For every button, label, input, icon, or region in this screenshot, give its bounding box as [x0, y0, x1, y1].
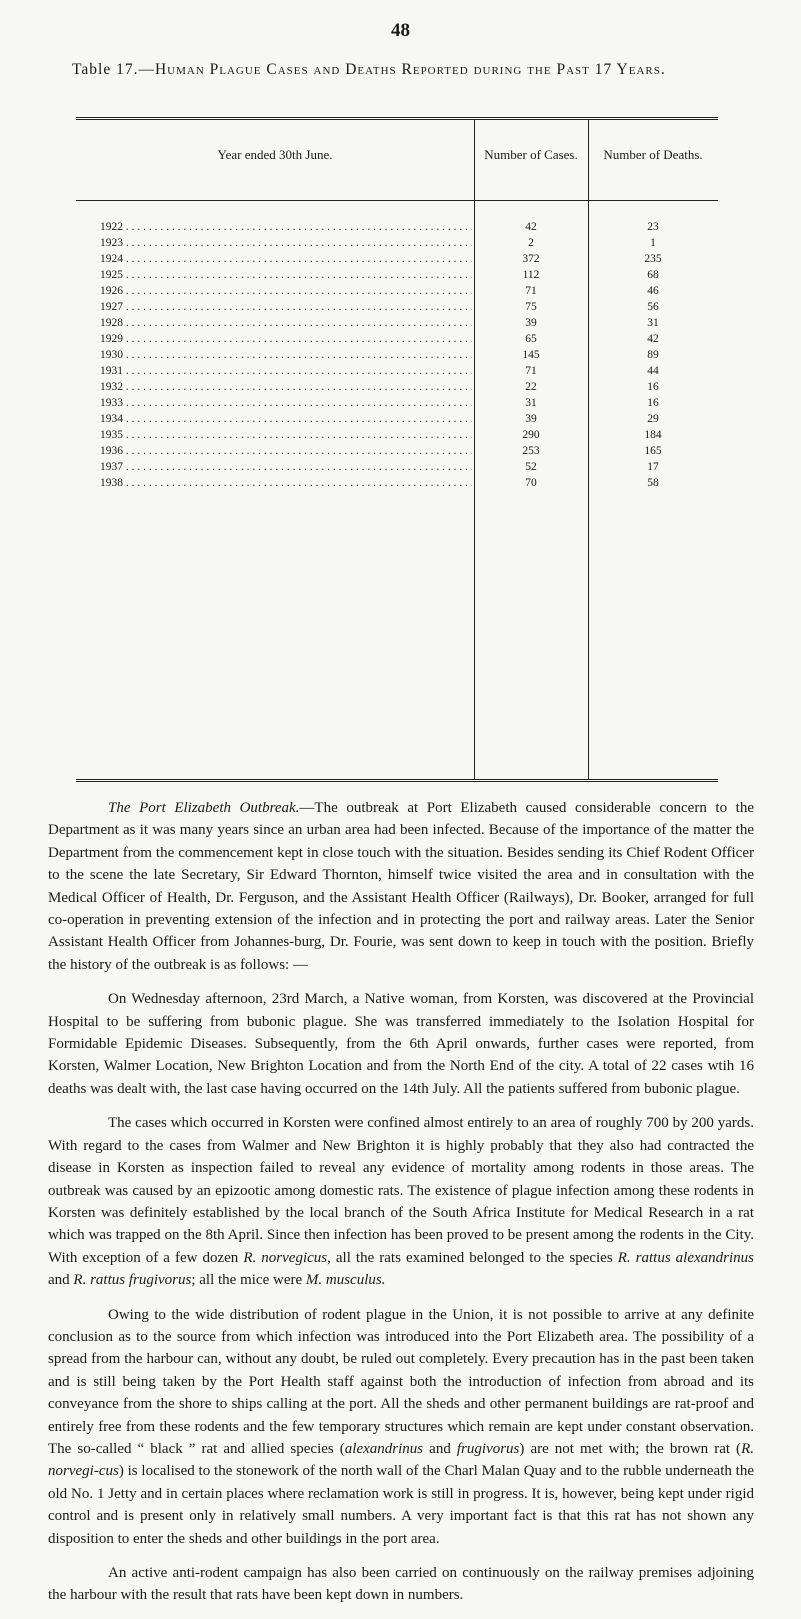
table-row: [76, 379, 718, 395]
deaths-cell: 17: [647, 461, 659, 473]
cases-cell: 31: [525, 397, 537, 409]
section-heading: The Port Elizabeth Outbreak.: [108, 800, 300, 816]
year-cell: 1930 . . .: [100, 347, 472, 363]
year-cell: 1922 . . .: [100, 219, 472, 235]
table-row: [76, 299, 718, 315]
header-year: Year ended 30th June.: [217, 147, 333, 162]
cases-cell: 71: [525, 285, 537, 297]
cases-cell: 71: [525, 365, 537, 377]
table-row: [76, 427, 718, 443]
cases-cell: 75: [525, 301, 537, 313]
deaths-cell: 184: [644, 429, 662, 441]
table-row: [76, 411, 718, 427]
year-cell: 1923 . . .: [100, 235, 472, 251]
deaths-cell: 58: [647, 477, 659, 489]
table-row: [76, 395, 718, 411]
deaths-cell: 42: [647, 333, 659, 345]
deaths-cell: 56: [647, 301, 659, 313]
cases-cell: 372: [522, 253, 540, 265]
cases-cell: 112: [522, 269, 540, 281]
year-cell: 1938 . . .: [100, 475, 472, 491]
year-cell: 1934 . . .: [100, 411, 472, 427]
table-row: [76, 219, 718, 235]
year-cell: 1933 . . .: [100, 395, 472, 411]
header-rule: [76, 200, 718, 201]
table-row: [76, 363, 718, 379]
deaths-cell: 16: [647, 381, 659, 393]
header-deaths: Number of Deaths.: [603, 147, 703, 162]
year-cell: 1928 . . .: [100, 315, 472, 331]
deaths-cell: 29: [647, 413, 659, 425]
cases-cell: 52: [525, 461, 537, 473]
table-row: [76, 459, 718, 475]
table-row: [76, 443, 718, 459]
deaths-cell: 23: [647, 221, 659, 233]
table-row: [76, 235, 718, 251]
deaths-cell: 46: [647, 285, 659, 297]
table-row: [76, 331, 718, 347]
year-cell: 1935 . . .: [100, 427, 472, 443]
year-cell: 1925 . . .: [100, 267, 472, 283]
deaths-cell: 31: [647, 317, 659, 329]
deaths-cell: 1: [650, 237, 656, 249]
table-row: [76, 251, 718, 267]
table-row: [76, 475, 718, 491]
table-caption-text: —Human Plague Cases and Deaths Reported during the Past 17 Years.: [138, 61, 666, 78]
table-caption: [72, 58, 748, 81]
year-cell: 1924 . . .: [100, 251, 472, 267]
paragraph-history: On Wednesday afternoon, 23rd March, a Native woman, from Korsten, was discovered at the Provincial Hospital to be suffering from bubonic plague. She was transferred immediately to the Isolation Hospital for Formidable Epidemic Diseases. Subsequently, from the 6th April onwards, further cases were reported, from Korsten, Walmer Location, New Brighton Location and from the North End of the city. A total of 22 cases wtih 16 deaths was dealt with, the last case having occurred on the 14th July. All the patients suffered from bubonic plague.: [48, 991, 754, 1097]
deaths-cell: 235: [644, 253, 662, 265]
year-cell: 1929 . . .: [100, 331, 472, 347]
cases-cell: 253: [522, 445, 540, 457]
table-caption-label: Table 17.: [72, 61, 139, 78]
paragraph-outbreak-intro: The Port Elizabeth Outbreak.—The outbreak at Port Elizabeth caused considerable concern to the Department as it was many years since an urban area had been infected. Because of the importance of the matter the Department from the commencement kept in close touch with the situation. Besides sending its Chief Rodent Officer to the scene the late Secretary, Sir Edward Thornton, himself twice visited the area and in consultation with the Medical Officer of Health, Dr. Ferguson, and the Assistant Health Officer (Railways), Dr. Booker, arranged for full co-operation in preventing extension of the infection and in protecting the port and railway areas. Later the Senior Assistant Health Officer from Johannes-burg, Dr. Fourie, was sent down to keep in touch with the position. Briefly the history of the outbreak is as follows: —: [48, 800, 754, 973]
cases-cell: 145: [522, 349, 540, 361]
deaths-cell: 44: [647, 365, 659, 377]
cases-cell: 290: [522, 429, 540, 441]
cases-cell: 70: [525, 477, 537, 489]
year-cell: 1931 . . .: [100, 363, 472, 379]
cases-cell: 22: [525, 381, 537, 393]
table-row: [76, 267, 718, 283]
paragraph-korsten: The cases which occurred in Korsten were confined almost entirely to an area of roughly 700 by 200 yards. With regard to the cases from Walmer and New Brighton it is highly probably that they also had contracted the disease in Korsten as inspection failed to reveal any evidence of mortality among rodents in those areas. The outbreak was caused by an epizootic among domestic rats. The existence of plague infection among these rodents in Korsten was definitely established by the local branch of the South Africa Institute for Medical Research in a rat which was trapped on the 8th April. Since then infection has been proved to be present among the rodents in the City. With exception of a few dozen R. norvegicus, all the rats examined belonged to the species R. rattus alexandrinus and R. rattus frugivorus; all the mice were M. musculus.: [48, 1115, 755, 1289]
year-cell: 1936 . . .: [100, 443, 472, 459]
cases-cell: 2: [528, 237, 534, 249]
table-row: [76, 347, 718, 363]
paragraph-campaign: An active anti-rodent campaign has also been carried on continuously on the railway premises adjoining the harbour with the result that rats have been kept down in numbers.: [48, 1565, 754, 1604]
deaths-cell: 89: [647, 349, 659, 361]
deaths-cell: 68: [647, 269, 659, 281]
cases-cell: 39: [525, 413, 537, 425]
year-cell: 1937 . . .: [100, 459, 472, 475]
paragraph-source: Owing to the wide distribution of rodent plague in the Union, it is not possible to arrive at any definite conclusion as to the source from which infection was introduced into the Port Elizabeth area. The possibility of a spread from the harbour can, without any doubt, be ruled out completely. Every precaution has in the past been taken and is still being taken by the Port Health staff against both the introduction of infection from abroad and its conveyance from the shore to ships calling at the port. All the sheds and other permanent buildings are rat-proof and entirely free from these rodents and the few temporary structures which remain are kept under constant observation. The so-called “ black ” rat and allied species (alexandrinus and frugivorus) are not met with; the brown rat (R. norvegi-cus) is localised to the stonework of the north wall of the Charl Malan Quay and to the rubble underneath the old No. 1 Jetty and in certain places where reclamation work is still in progress. It is, however, being kept under rigid control and is present only in relatively small numbers. A very important fact is that this rat has not shown any disposition to enter the sheds and other buildings in the port area.: [48, 1306, 754, 1547]
deaths-cell: 16: [647, 397, 659, 409]
year-cell: 1927 . . .: [100, 299, 472, 315]
table-row: [76, 283, 718, 299]
cases-cell: 65: [525, 333, 537, 345]
plague-table: [76, 117, 718, 782]
table-row: [76, 315, 718, 331]
deaths-cell: 165: [644, 445, 662, 457]
year-cell: 1926 . . .: [100, 283, 472, 299]
page-number: 48: [391, 20, 410, 41]
body-text: [48, 797, 754, 1619]
cases-cell: 39: [525, 317, 537, 329]
year-cell: 1932 . . .: [100, 379, 472, 395]
cases-cell: 42: [525, 221, 537, 233]
header-cases: Number of Cases.: [484, 147, 578, 162]
